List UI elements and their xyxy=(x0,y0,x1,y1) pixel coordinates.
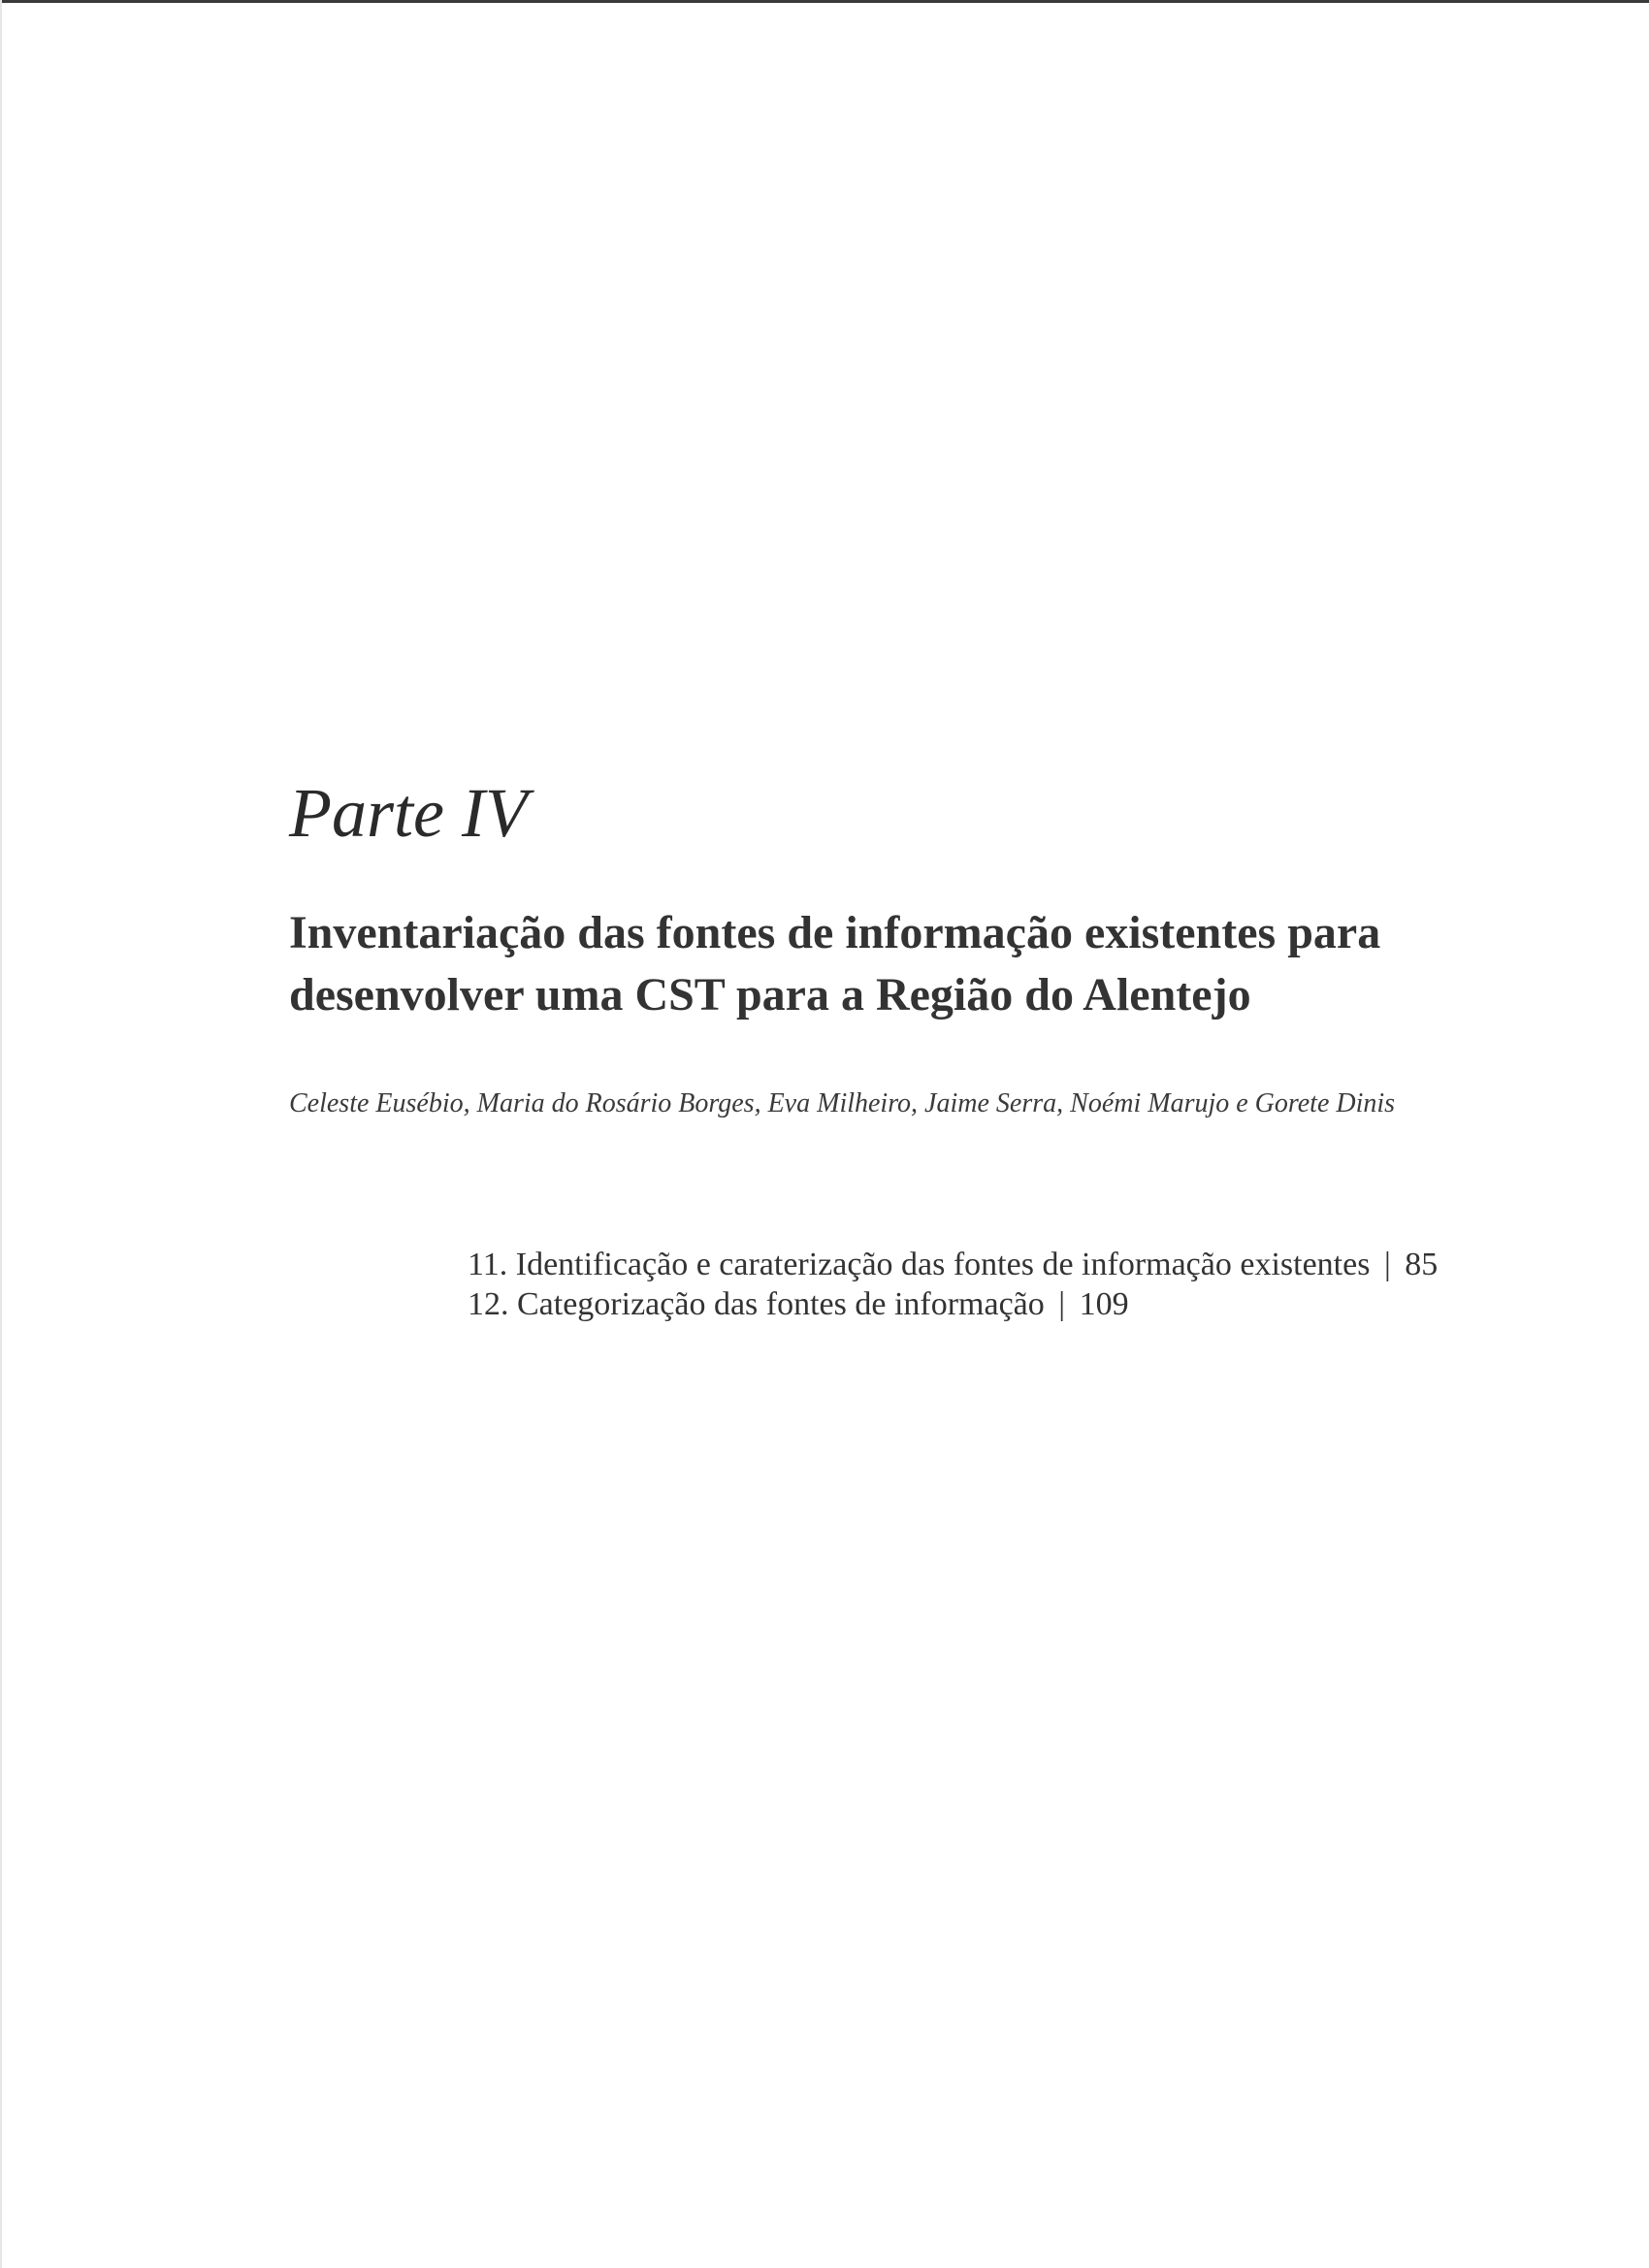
part-subtitle-line-2: desenvolver uma CST para a Região do Alentejo xyxy=(289,969,1251,1021)
toc-item-page: 85 xyxy=(1405,1247,1439,1282)
part-subtitle xyxy=(289,902,1453,1026)
toc-item-title: Categorização das fontes de informação xyxy=(517,1286,1045,1322)
part-subtitle-line-1: Inventariação das fontes de informação existentes para xyxy=(289,907,1381,958)
toc-separator: | xyxy=(1383,1247,1391,1282)
toc-item-12[interactable] xyxy=(468,1284,1438,1324)
part-title: Parte IV xyxy=(289,774,528,852)
scan-left-edge xyxy=(0,0,2,2268)
toc-item-title: Identificação e caraterização das fontes de informação existentes xyxy=(515,1247,1371,1282)
toc-item-number: 12. xyxy=(468,1286,509,1322)
toc-item-number: 11. xyxy=(468,1247,508,1282)
scan-top-edge xyxy=(0,0,1649,3)
toc-separator: | xyxy=(1058,1286,1066,1322)
toc-item-page: 109 xyxy=(1079,1286,1129,1322)
table-of-contents xyxy=(468,1245,1438,1324)
authors-line: Celeste Eusébio, Maria do Rosário Borges, Eva Milheiro, Jaime Serra, Noémi Marujo e Gorete Dinis xyxy=(289,1088,1396,1118)
toc-item-11[interactable] xyxy=(468,1245,1438,1284)
